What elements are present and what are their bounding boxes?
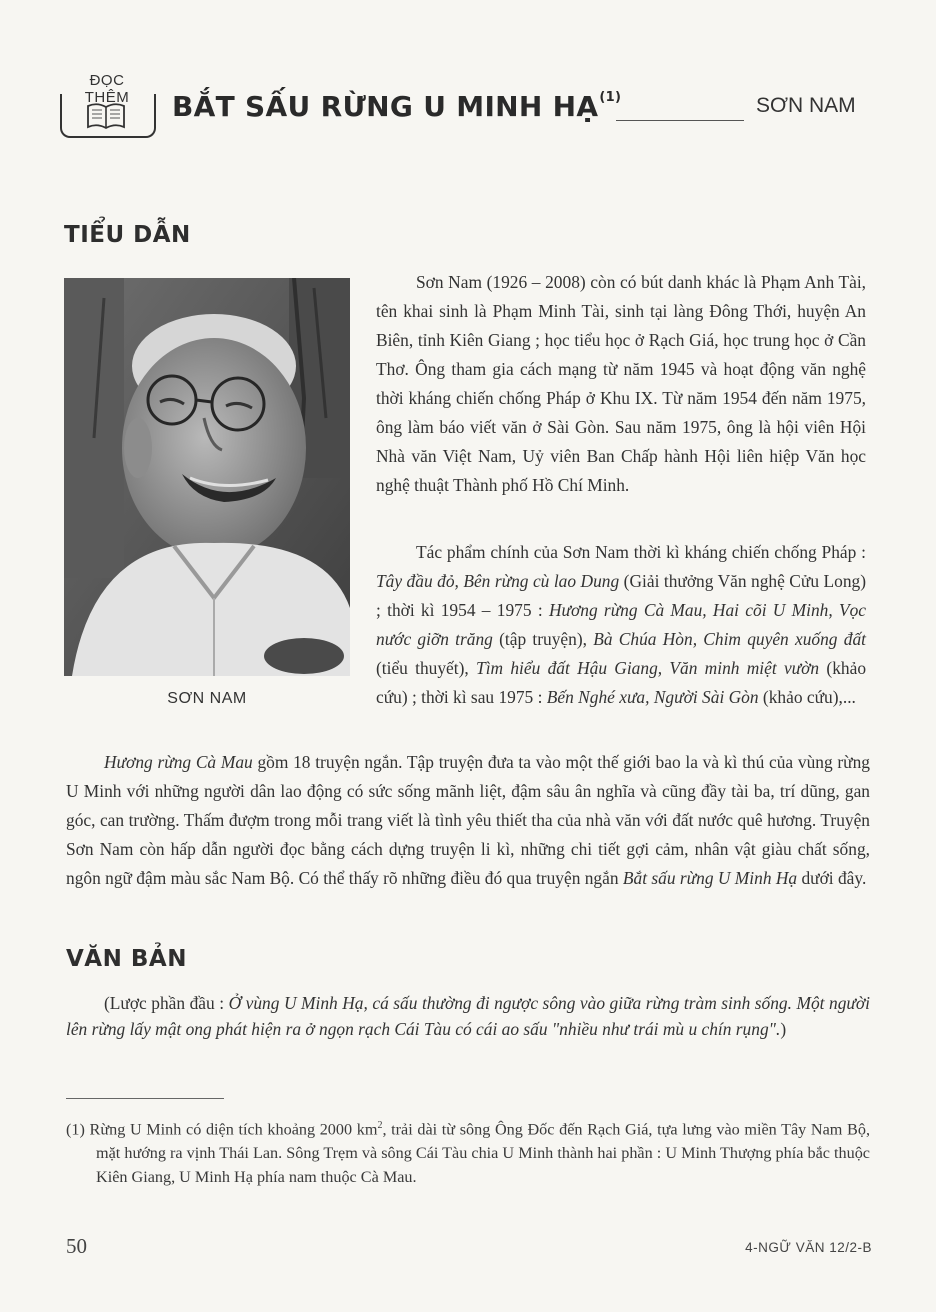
footnote-rule	[66, 1098, 224, 1099]
bio-paragraph: Sơn Nam (1926 – 2008) còn có bút danh khác là Phạm Anh Tài, tên khai sinh là Phạm Minh Tài, sinh tại làng Đông Thới, huyện An Biên, tỉnh Kiên Giang ; học tiểu học ở Rạch Giá, học trung học ở Cần Thơ. Ông tham gia cách mạng từ năm 1945 và hoạt động văn nghệ thời kháng chiến chống Pháp ở Khu IX. Từ năm 1954 đến năm 1975, ông làm báo viết văn ở Sài Gòn. Sau năm 1975, ông là hội viên Hội Nhà văn Việt Nam, Uỷ viên Ban Chấp hành Hội liên hiệp Văn học nghệ thuật Thành phố Hồ Chí Minh.	[376, 272, 866, 495]
author-portrait	[64, 278, 350, 676]
badge-label: ĐỌC THÊM	[84, 72, 130, 106]
title-footnote-marker: (1)	[599, 90, 622, 105]
title-rule	[616, 120, 744, 121]
author-name: SƠN NAM	[756, 94, 856, 117]
intro-heading: TIỂU DẪN	[64, 222, 191, 248]
footnote: (1) Rừng U Minh có diện tích khoảng 2000 $km^2$, trải dài từ sông Ông Đốc đến Rạch Giá, tựa lưng vào miền Tây Nam Bộ, mặt hướng ra vịnh Thái Lan. Sông Trẹm và sông Cái Tàu chia U Minh thành hai phần : U Minh Thượng phía bắc thuộc Kiên Giang, U Minh Hạ phía nam thuộc Cà Mau.	[66, 1120, 870, 1187]
read-more-badge	[58, 72, 154, 138]
excerpt-note: (Lược phần đầu : Ở vùng U Minh Hạ, cá sấu thường đi ngược sông vào giữa rừng tràm sinh sống. Một người lên rừng lấy mật ong phát hiện ra ở ngọn rạch Cái Tàu có cái ao sấu "nhiều như trái mù u chín rụng".)	[66, 993, 871, 1039]
open-book-icon	[86, 102, 126, 130]
footnote-marker: (1)	[66, 1120, 85, 1139]
text-heading: VĂN BẢN	[66, 946, 187, 972]
running-footer: 4-NGỮ VĂN 12/2-B	[745, 1240, 872, 1255]
story-title: BẮT SẤU RỪNG U MINH HẠ$^{(1)}$	[172, 90, 622, 123]
works-paragraph: Tác phẩm chính của Sơn Nam thời kì kháng chiến chống Pháp : Tây đầu đỏ, Bên rừng cù lao Dung (Giải thưởng Văn nghệ Cửu Long) ; thời kì 1954 – 1975 : Hương rừng Cà Mau, Hai cõi U Minh, Vọc nước giỡn trăng (tập truyện), Bà Chúa Hòn, Chim quyên xuống đất (tiểu thuyết), Tìm hiểu đất Hậu Giang, Văn minh miệt vườn (khảo cứu) ; thời kì sau 1975 : Bến Nghé xưa, Người Sài Gòn (khảo cứu),...	[376, 542, 867, 707]
portrait-caption: SƠN NAM	[167, 690, 247, 707]
collection-paragraph: Hương rừng Cà Mau gồm 18 truyện ngắn. Tập truyện đưa ta vào một thế giới bao la và kì thú của vùng rừng U Minh với những người dân lao động có sức sống mãnh liệt, đậm sâu ân nghĩa và cũng đầy tài ba, trí dũng, gan góc, can trường. Thấm đượm trong mỗi trang viết là tình yêu thiết tha của nhà văn với đất nước quê hương. Truyện Sơn Nam còn hấp dẫn người đọc bằng cách dựng truyện li kì, những chi tiết gợi cảm, nhân vật giàu chất sống, ngôn ngữ đậm màu sắc Nam Bộ. Có thể thấy rõ những điều đó qua truyện ngắn Bắt sấu rừng U Minh Hạ dưới đây.	[66, 752, 870, 888]
page-number: 50	[66, 1234, 87, 1258]
page-header	[58, 62, 870, 142]
